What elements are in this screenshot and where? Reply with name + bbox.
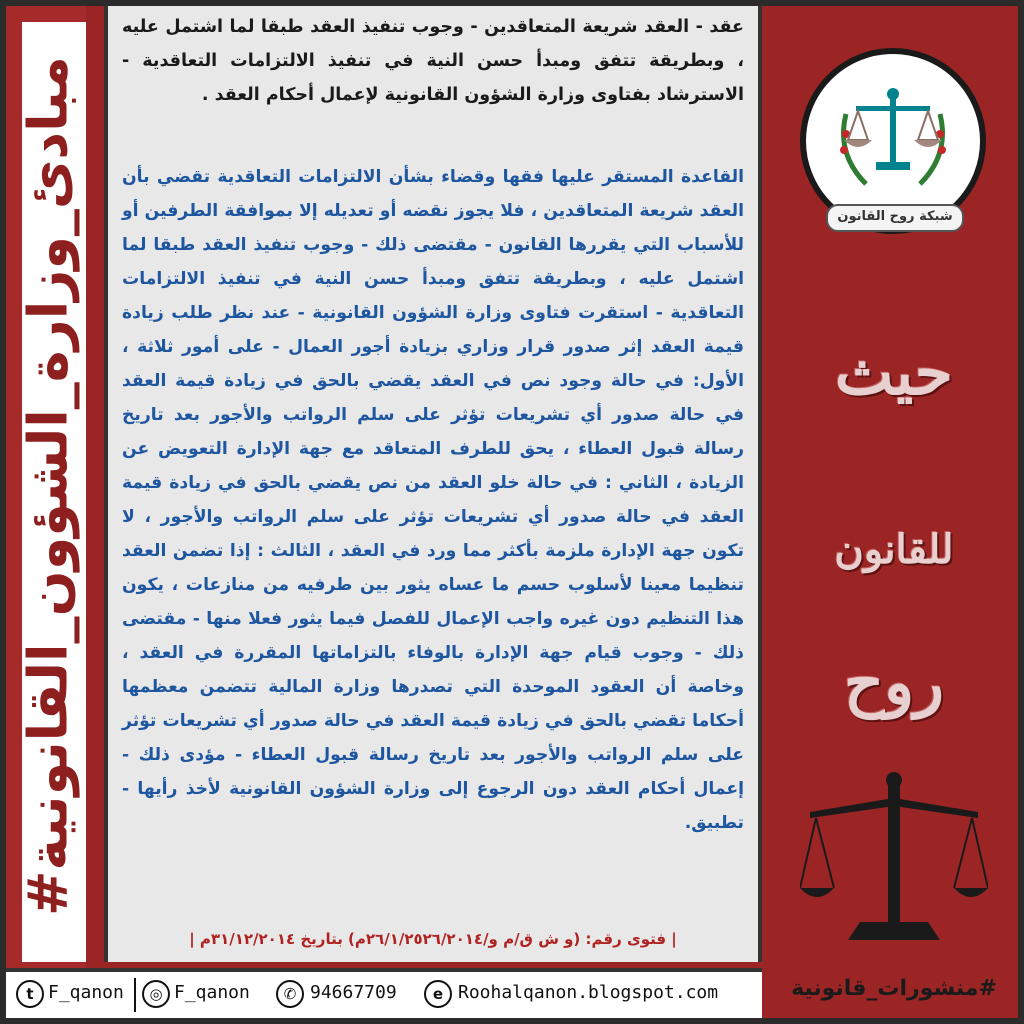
right-column — [770, 6, 1018, 968]
posts-hashtag: #منشورات_قانونية — [791, 976, 997, 1001]
text-panel — [104, 6, 762, 962]
fatwa-reference: | فتوى رقم: (و ش ق/م و/٢٦/١/٢٥٢٦/٢٠١٤م) بتاريخ ٣١/١٢/٢٠١٤م | — [189, 930, 677, 948]
logo-caption: شبكة روح القانون — [826, 204, 964, 232]
scales-logo-icon — [806, 54, 980, 228]
instagram-handle[interactable]: F_qanon — [174, 982, 250, 1003]
twitter-icon: t — [16, 980, 44, 1008]
whatsapp-icon: ✆ — [276, 980, 304, 1008]
left-banner-hashtag: #مبادئ_وزارة_الشؤون_القانونية — [16, 56, 80, 916]
instagram-icon: ◎ — [142, 980, 170, 1008]
summary-paragraph: عقد - العقد شريعة المتعاقدين - وجوب تنفيذ العقد طبقا لما اشتمل عليه ، وبطريقة تتفق ومبدأ حسن النية في تنفيذ الالتزامات التعاقدية - الاسترشاد بفتاوى وزارة الشؤون القانونية لإعمال أحكام العقد . — [122, 17, 744, 105]
divider — [134, 978, 136, 1012]
slogan-word-2: للقانون — [834, 526, 954, 573]
logo-badge — [800, 48, 986, 234]
contact-bar — [6, 968, 762, 1018]
main-paragraph: القاعدة المستقر عليها فقها وقضاء بشأن الالتزامات التعاقدية تقضي بأن العقد شريعة المتعاقدين ، فلا يجوز نقضه أو تعديله إلا بموافقة الطرفين أو للأسباب التي يقررها القانون - مقتضى ذلك - وجوب تنفيذ العقد طبقا لما اشتمل عليه ، وبطريقة تتفق ومبدأ حسن النية في تنفيذ الالتزامات التعاقدية - استقرت فتاوى وزارة الشؤون القانونية - عند نظر طلب زيادة قيمة العقد إثر صدور قرار وزاري بزيادة أجور العمال - على أمور ثلاثة ، الأول: في حالة وجود نص في العقد يقضي بالحق في زيادة قيمة العقد في حالة صدور أي تشريعات تؤثر على سلم الرواتب والأجور بعد تاريخ رسالة قبول العطاء ، يحق للطرف المتعاقد مع جهة الإدارة التعويض عن الزيادة ، الثاني : في حالة خلو العقد من نص يقضي بالحق في زيادة قيمة العقد في حالة صدور أي تشريعات تؤثر على سلم الرواتب والأجور ، لا تكون جهة الإدارة ملزمة بأكثر مما ورد في العقد ، الثالث : إذا تضمن العقد تنظيما معينا لأسلوب حسم ما عساه يثور بين طرفيه من منازعات ، يكون هذا التنظيم دون غيره واجب الإعمال للفصل فيما يثور فعلا منها - مقتضى ذلك - وجوب قيام جهة الإدارة بالوفاء بالتزاماتها المقررة في العقد ، وخاصة أن العقود الموحدة التي تصدرها وزارة المالية تتضمن معظمها أحكاما تقضي بالحق في زيادة قيمة العقد في حالة صدور أي تشريعات تؤثر على سلم الرواتب والأجور بعد تاريخ رسالة قبول العطاء - مؤدى ذلك - إعمال أحكام العقد دون الرجوع إلى وزارة الشؤون القانونية لأخذ رأيها - تطبيق. — [122, 167, 744, 833]
website-link[interactable]: Roohalqanon.blogspot.com — [458, 982, 719, 1003]
whatsapp-number[interactable]: 94667709 — [310, 982, 397, 1003]
browser-icon: e — [424, 980, 452, 1008]
twitter-handle[interactable]: F_qanon — [48, 982, 124, 1003]
slogan-word-1: حيث — [835, 336, 953, 409]
slogan-word-3: روح — [844, 646, 944, 719]
justice-scale-icon — [800, 768, 988, 948]
